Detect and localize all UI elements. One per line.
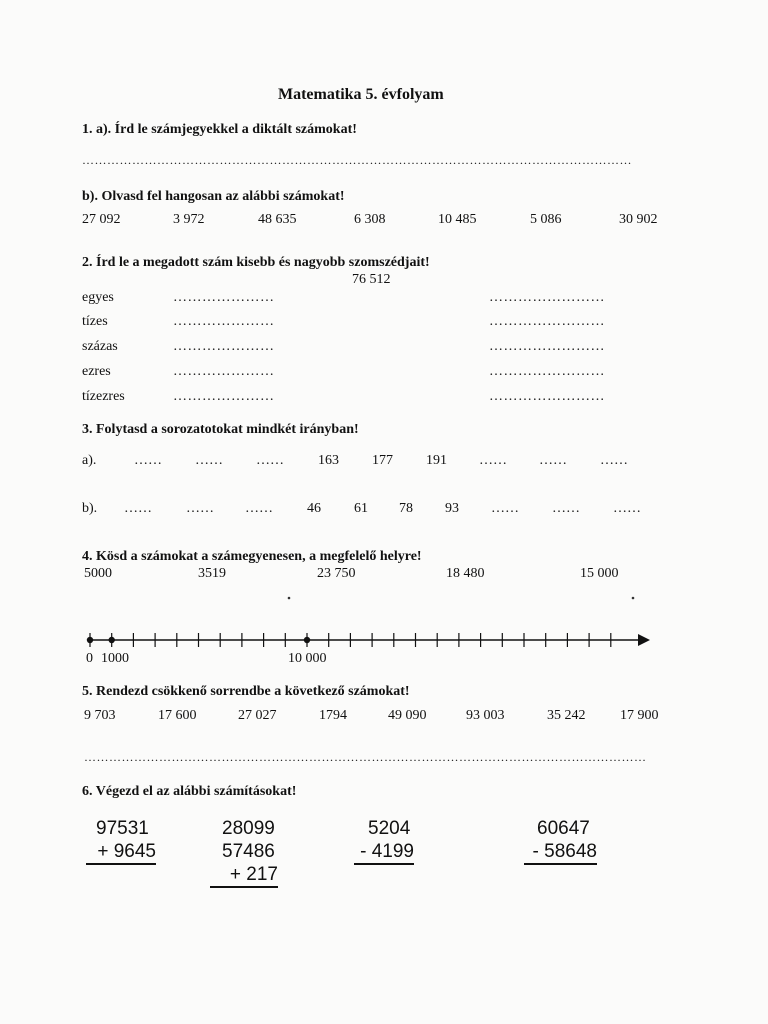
task2-left-blank[interactable]: ………………… bbox=[173, 290, 275, 305]
sum1-line2: + 9645 bbox=[86, 841, 156, 865]
number-line-dot bbox=[109, 637, 115, 643]
task3-heading: 3. Folytasd a sorozatotokat mindkét irányban! bbox=[82, 422, 359, 437]
task1-number: 10 485 bbox=[438, 212, 477, 227]
axis-label-1000: 1000 bbox=[101, 651, 129, 666]
stray-mark bbox=[288, 597, 291, 600]
task6-heading: 6. Végezd el az alábbi számításokat! bbox=[82, 784, 297, 799]
task2-right-blank[interactable]: …………………… bbox=[489, 339, 605, 354]
sequence-blank[interactable]: …… bbox=[491, 501, 519, 516]
task1-answer-line[interactable]: …………………………………………………………………………………………………………………… bbox=[82, 153, 632, 167]
task5-number: 93 003 bbox=[466, 708, 505, 723]
page-title: Matematika 5. évfolyam bbox=[278, 86, 444, 103]
sum2-line3: + 217 bbox=[210, 864, 278, 888]
sequence-blank[interactable]: …… bbox=[256, 453, 284, 468]
task2-row-label: tízes bbox=[82, 314, 108, 329]
task5-number: 17 900 bbox=[620, 708, 659, 723]
task5-number: 17 600 bbox=[158, 708, 197, 723]
stray-mark bbox=[632, 597, 635, 600]
sequence-blank[interactable]: …… bbox=[245, 501, 273, 516]
task4-number: 23 750 bbox=[317, 566, 356, 581]
task2-left-blank[interactable]: ………………… bbox=[173, 364, 275, 379]
sum3-line1: 5204 bbox=[368, 818, 411, 839]
sum4-line2: - 58648 bbox=[524, 841, 597, 865]
task2-row-label: tízezres bbox=[82, 389, 125, 404]
task2-row-label: százas bbox=[82, 339, 118, 354]
task5-number: 35 242 bbox=[547, 708, 586, 723]
task2-right-blank[interactable]: …………………… bbox=[489, 389, 605, 404]
sequence-blank[interactable]: …… bbox=[613, 501, 641, 516]
sequence-number: 163 bbox=[318, 453, 339, 468]
sequence-number: 93 bbox=[445, 501, 459, 516]
number-line-dot bbox=[304, 637, 310, 643]
task3b-label: b). bbox=[82, 501, 98, 516]
task1-number: 27 092 bbox=[82, 212, 121, 227]
task1-number: 5 086 bbox=[530, 212, 562, 227]
task4-number: 5000 bbox=[84, 566, 112, 581]
sum2-line2: 57486 bbox=[222, 841, 275, 862]
task5-number: 1794 bbox=[319, 708, 347, 723]
sequence-blank[interactable]: …… bbox=[186, 501, 214, 516]
sequence-blank[interactable]: …… bbox=[124, 501, 152, 516]
task4-heading: 4. Kösd a számokat a számegyenesen, a megfelelő helyre! bbox=[82, 549, 422, 564]
sequence-blank[interactable]: …… bbox=[539, 453, 567, 468]
task5-number: 49 090 bbox=[388, 708, 427, 723]
sequence-blank[interactable]: …… bbox=[134, 453, 162, 468]
task1-heading-a: 1. a). Írd le számjegyekkel a diktált számokat! bbox=[82, 122, 357, 137]
task5-number: 9 703 bbox=[84, 708, 116, 723]
task2-left-blank[interactable]: ………………… bbox=[173, 389, 275, 404]
task2-left-blank[interactable]: ………………… bbox=[173, 339, 275, 354]
sequence-number: 177 bbox=[372, 453, 393, 468]
task2-row-label: egyes bbox=[82, 290, 114, 305]
task2-row-label: ezres bbox=[82, 364, 111, 379]
task2-right-blank[interactable]: …………………… bbox=[489, 314, 605, 329]
task1-number: 48 635 bbox=[258, 212, 297, 227]
sum1-line1: 97531 bbox=[96, 818, 149, 839]
task1-number: 3 972 bbox=[173, 212, 205, 227]
sum4-line1: 60647 bbox=[537, 818, 590, 839]
task2-right-blank[interactable]: …………………… bbox=[489, 290, 605, 305]
sum2-line1: 28099 bbox=[222, 818, 275, 839]
sequence-number: 46 bbox=[307, 501, 321, 516]
task1-number: 6 308 bbox=[354, 212, 386, 227]
sequence-number: 78 bbox=[399, 501, 413, 516]
task5-number: 27 027 bbox=[238, 708, 277, 723]
task1-number: 30 902 bbox=[619, 212, 658, 227]
sequence-blank[interactable]: …… bbox=[479, 453, 507, 468]
task1-heading-b: b). Olvasd fel hangosan az alábbi számokat! bbox=[82, 189, 345, 204]
task2-right-blank[interactable]: …………………… bbox=[489, 364, 605, 379]
task2-heading: 2. Írd le a megadott szám kisebb és nagyobb szomszédjait! bbox=[82, 255, 430, 270]
sequence-blank[interactable]: …… bbox=[600, 453, 628, 468]
axis-label-0: 0 bbox=[86, 651, 93, 666]
task2-number: 76 512 bbox=[352, 272, 391, 287]
number-line-dot bbox=[87, 637, 93, 643]
task4-number: 3519 bbox=[198, 566, 226, 581]
sequence-blank[interactable]: …… bbox=[195, 453, 223, 468]
task5-heading: 5. Rendezd csökkenő sorrendbe a következő számokat! bbox=[82, 684, 410, 699]
task4-number: 18 480 bbox=[446, 566, 485, 581]
sequence-number: 61 bbox=[354, 501, 368, 516]
sequence-number: 191 bbox=[426, 453, 447, 468]
sequence-blank[interactable]: …… bbox=[552, 501, 580, 516]
number-line-arrow bbox=[638, 634, 650, 646]
task2-left-blank[interactable]: ………………… bbox=[173, 314, 275, 329]
axis-label-10000: 10 000 bbox=[288, 651, 327, 666]
sum3-line2: - 4199 bbox=[354, 841, 414, 865]
task4-number: 15 000 bbox=[580, 566, 619, 581]
task5-answer-line[interactable]: ……………………………………………………………………………………………………………………… bbox=[84, 750, 647, 764]
task3a-label: a). bbox=[82, 453, 97, 468]
